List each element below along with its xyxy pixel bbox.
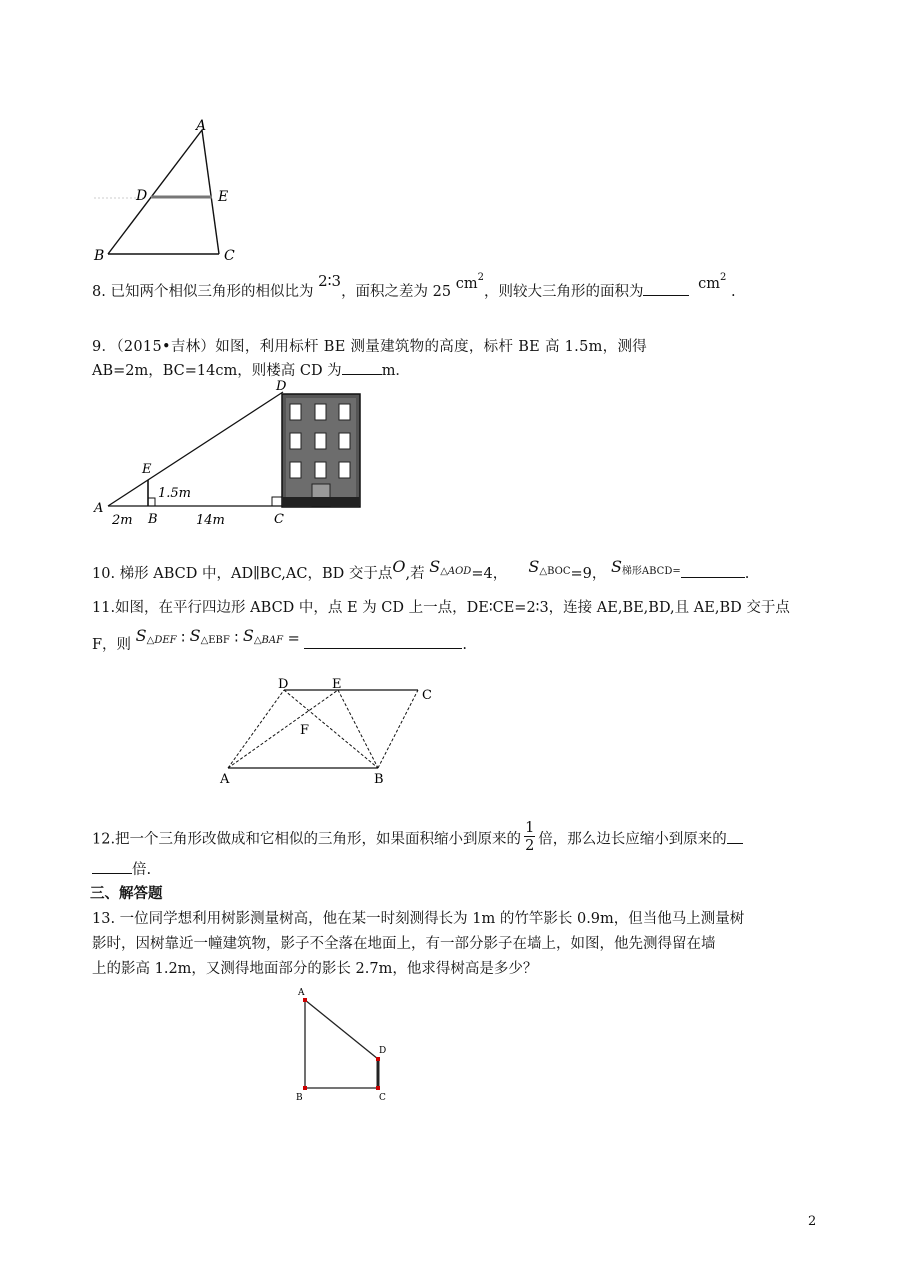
q9-text-2: m． — [381, 363, 410, 379]
q12-fraction-numerator: 1 — [525, 820, 535, 836]
q10-area-val-2: =9， — [570, 566, 607, 582]
label-c: C — [422, 688, 432, 703]
q10-area-symbol-3: S — [610, 557, 622, 576]
label-a: A — [220, 772, 230, 787]
q11-area-symbol-2: S — [189, 626, 201, 645]
q10-area-symbol-2: S — [528, 557, 540, 576]
label-b: B — [296, 1093, 303, 1103]
building-icon — [282, 394, 360, 507]
label-c: C — [379, 1093, 386, 1103]
label-d: D — [276, 379, 287, 394]
q8-ratio: 2∶3 — [318, 272, 342, 290]
label-e: E — [218, 189, 229, 205]
q11-area-sub-1: △DEF — [146, 635, 177, 646]
q11-end: . — [462, 637, 467, 653]
q11-equals: = — [287, 631, 300, 647]
page-number: 2 — [808, 1214, 817, 1229]
q11-answer-blank[interactable] — [304, 634, 462, 649]
trapezoid-figure — [88, 110, 248, 270]
q8-unit: cm — [455, 276, 478, 292]
label-a: A — [298, 988, 305, 998]
q11-colon-2: ∶ — [234, 631, 239, 647]
q12-text-2: 倍，那么边长应缩小到原来的 — [538, 831, 727, 848]
q10-text-2: ,若 — [405, 566, 425, 582]
label-ab: 2m — [112, 513, 133, 528]
label-d: D — [379, 1046, 387, 1056]
label-b: B — [148, 512, 158, 527]
q12-fraction-denominator: 2 — [525, 838, 535, 854]
building-figure — [90, 376, 370, 528]
q10-end: . — [744, 566, 750, 582]
q10-text-1: 10. 梯形 ABCD 中，AD∥BC,AC，BD 交于点 — [92, 566, 393, 582]
label-e: E — [142, 462, 152, 477]
label-e: E — [332, 677, 342, 692]
q9-answer-blank[interactable] — [342, 360, 382, 375]
question-9-line-1: 9．（2015•吉林）如图，利用标杆 BE 测量建筑物的高度，标杆 BE 高 1.5m，测得 — [92, 339, 648, 355]
label-d: D — [278, 677, 289, 692]
label-a: A — [196, 118, 207, 134]
q8-unit-2: cm — [698, 276, 720, 292]
question-10 — [92, 557, 750, 586]
q8-end: . — [730, 284, 736, 300]
label-bc: 14m — [196, 513, 225, 528]
q8-text-2: ，面积之差为 25 — [341, 284, 452, 300]
q11-area-sub-3: △BAF — [253, 635, 284, 646]
question-11-line-2 — [92, 626, 467, 657]
q11-colon-1: ∶ — [181, 631, 185, 647]
q8-unit-sup: 2 — [477, 272, 484, 283]
question-13-line-1: 13. 一位同学想利用树影测量树高，他在某一时刻测得长为 1m 的竹竿影长 0.9m，但当他马上测量树 — [92, 911, 745, 927]
q12-answer-blank-part-2[interactable] — [92, 859, 132, 874]
q8-text-3: ，则较大三角形的面积为 — [483, 284, 644, 300]
section-3-heading: 三、解答题 — [90, 886, 163, 902]
parallelogram-figure — [212, 672, 448, 792]
q12-text-3: 倍. — [132, 862, 152, 878]
q11-text-1: F，则 — [92, 637, 132, 653]
q8-answer-blank[interactable] — [643, 281, 689, 296]
q10-area-sub-3: 梯形ABCD — [621, 566, 673, 577]
q10-area-val-1: =4， — [471, 566, 508, 582]
question-8 — [92, 272, 736, 302]
q12-answer-blank-part-1[interactable] — [727, 829, 743, 844]
label-height: 1.5m — [158, 486, 192, 501]
tree-shadow-figure — [290, 984, 400, 1106]
question-13-line-2: 影时，因树靠近一幢建筑物，影子不全落在地面上，有一部分影子在墙上，如图，他先测得留在墙 — [92, 936, 716, 952]
q10-answer-blank[interactable] — [681, 563, 745, 578]
q10-area-eq-3: = — [672, 566, 681, 577]
label-a: A — [94, 501, 104, 516]
q10-area-symbol-1: S — [429, 557, 441, 576]
q11-area-sub-2: △EBF — [200, 635, 230, 646]
q11-area-symbol-3: S — [242, 626, 254, 645]
q8-unit-2-sup: 2 — [719, 272, 727, 283]
q8-text-1: 已知两个相似三角形的相似比为 — [110, 284, 314, 300]
q12-text-1: 12.把一个三角形改做成和它相似的三角形，如果面积缩小到原来的 — [92, 831, 522, 848]
label-c: C — [224, 248, 235, 264]
label-d: D — [136, 188, 148, 204]
question-12-line-2 — [92, 859, 151, 880]
q10-point-o: O — [392, 557, 406, 576]
question-12-line-1 — [92, 822, 743, 857]
q10-area-sub-1: △AOD — [440, 566, 472, 577]
question-11-line-1: 11.如图，在平行四边形 ABCD 中，点 E 为 CD 上一点，DE∶CE=2∶3，连接 AE,BE,BD,且 AE,BD 交于点 — [92, 600, 790, 616]
q12-fraction — [524, 820, 535, 855]
q9-text-1: AB=2m，BC=14cm，则楼高 CD 为 — [92, 363, 342, 379]
q11-area-symbol-1: S — [135, 626, 147, 645]
label-c: C — [274, 512, 284, 527]
q8-number: 8. — [92, 284, 106, 300]
label-b: B — [374, 772, 384, 787]
q10-area-sub-2: △BOC — [539, 566, 571, 577]
label-b: B — [94, 248, 105, 264]
label-f: F — [300, 723, 310, 738]
question-13-line-3: 上的影高 1.2m，又测得地面部分的影长 2.7m，他求得树高是多少？ — [92, 961, 538, 977]
